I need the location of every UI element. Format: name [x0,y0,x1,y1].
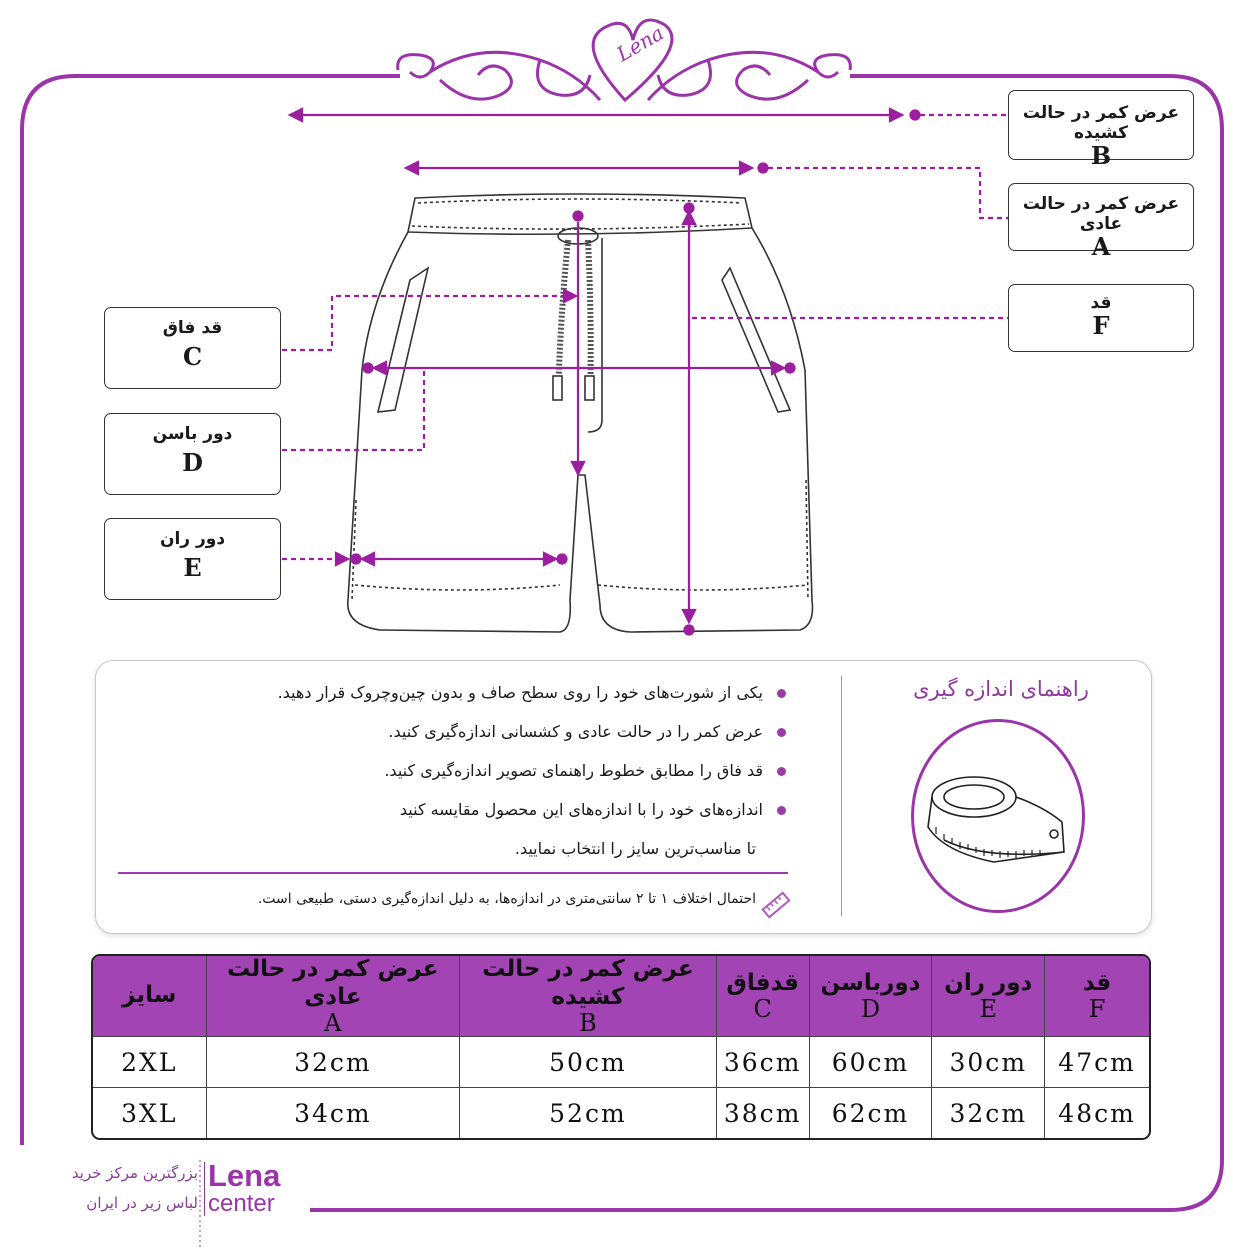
brand-subname: center [208,1190,275,1217]
label-hip [104,413,281,495]
label-title: دور باسن [152,424,233,444]
table-cell: 52cm [460,1087,717,1138]
list-item: عرض کمر را در حالت عادی و کشسانی اندازه‌گیری کنید. [96,716,786,755]
measuring-tape-icon [914,722,1082,910]
table-cell: 30cm [932,1036,1045,1087]
table-cell: 50cm [460,1036,717,1087]
table-cell: 34cm [207,1087,461,1138]
label-title: عرض کمر در حالت کشیده [1022,103,1180,143]
divider [841,676,842,916]
brand-logo [40,1158,290,1218]
guide-note: احتمال اختلاف ۱ تا ۲ سانتی‌متری در اندازه‌ها، به دلیل اندازه‌گیری دستی، طبیعی است. [257,891,756,907]
label-letter: E [183,553,202,582]
label-thigh [104,518,281,600]
column-header: سایز [93,956,207,1036]
measuring-tape-badge [911,719,1085,913]
column-header: قدفاق C [717,956,810,1036]
table-cell: 32cm [207,1036,461,1087]
label-letter: D [182,448,203,477]
table-row [93,1036,1149,1087]
column-header: دور ران E [932,956,1045,1036]
label-length [1008,284,1194,352]
divider [204,1162,205,1216]
ruler-icon [761,890,791,920]
table-cell: 3XL [93,1087,207,1138]
table-cell: 48cm [1045,1087,1149,1138]
list-item-continuation: تا مناسب‌ترین سایز را انتخاب نمایید. [514,839,756,858]
table-row [93,1087,1149,1138]
table-cell: 60cm [810,1036,933,1087]
table-cell: 47cm [1045,1036,1149,1087]
table-cell: 62cm [810,1087,933,1138]
size-table [91,954,1151,1140]
measurement-lines [282,109,1008,635]
guide-instructions [96,677,786,872]
label-rise [104,307,281,389]
list-item: یکی از شورت‌های خود را روی سطح صاف و بدون چین‌وچروک قرار دهید. [96,677,786,716]
column-header: دورباسن D [810,956,933,1036]
label-letter: B [1090,141,1112,170]
table-cell: 32cm [932,1087,1045,1138]
list-item: قد فاق را مطابق خطوط راهنمای تصویر اندازه‌گیری کنید. [96,755,786,794]
table-cell: 36cm [717,1036,810,1087]
table-cell: 38cm [717,1087,810,1138]
label-letter: C [182,342,203,371]
ornament-logo: Lena [612,20,668,67]
measurement-guide [95,660,1152,934]
column-header: عرض کمر در حالت عادی A [207,956,461,1036]
column-header: قد F [1045,956,1149,1036]
label-title: عرض کمر در حالت عادی [1022,194,1180,234]
divider [118,872,788,874]
label-letter: A [1091,232,1111,261]
brand-tagline: بزرگترین مرکز خرید لباس زیر در ایران [71,1164,198,1212]
guide-title: راهنمای اندازه گیری [913,677,1089,701]
table-header-row [93,956,1149,1036]
shorts-illustration [348,194,813,632]
label-waist-stretched [1008,90,1194,170]
label-letter: F [1092,311,1110,340]
label-title: قد [1090,293,1112,313]
label-title: قد فاق [162,318,223,338]
label-waist-normal [1008,183,1194,261]
label-title: دور ران [159,529,226,549]
column-header: عرض کمر در حالت کشیده B [460,956,717,1036]
table-cell: 2XL [93,1036,207,1087]
brand-name: Lena [208,1158,281,1193]
list-item: اندازه‌های خود را با اندازه‌های این محصول مقایسه کنید [96,794,786,833]
